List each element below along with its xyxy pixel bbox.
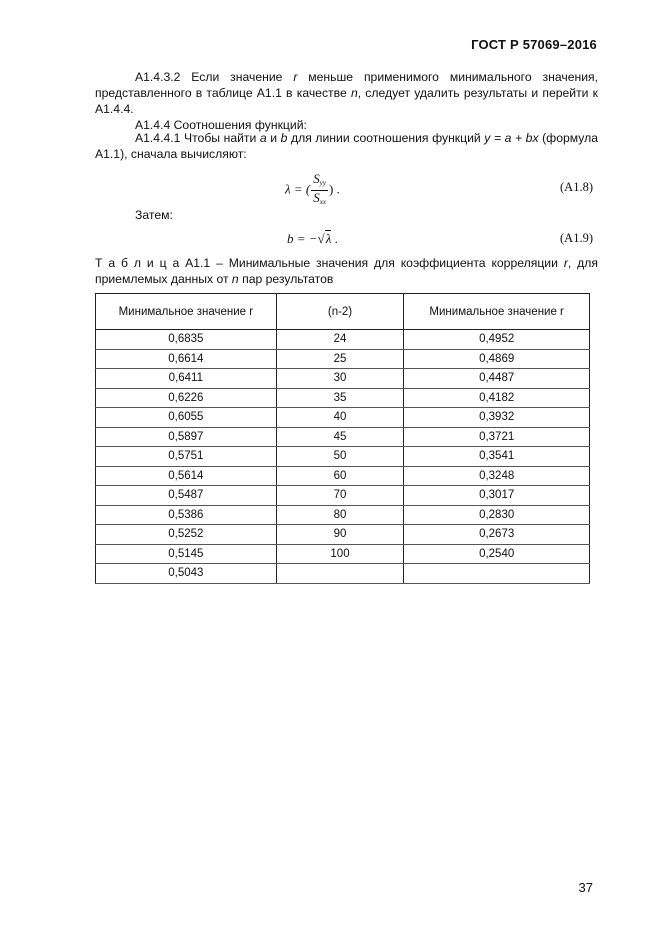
- subscript: xx: [319, 198, 326, 206]
- table-cell: 35: [276, 388, 404, 408]
- table-cell: 0,6835: [96, 330, 277, 350]
- correlation-table: [95, 293, 590, 584]
- table-header-cell: (n-2): [276, 294, 404, 330]
- table-cell: 0,4869: [404, 349, 590, 369]
- table-cell: 0,6411: [96, 369, 277, 389]
- symbol-s: S: [313, 171, 320, 186]
- table-cell: 0,2830: [404, 505, 590, 525]
- variable-n: n: [231, 271, 239, 286]
- document-header: ГОСТ Р 57069–2016: [471, 37, 597, 52]
- table-row: [96, 388, 590, 408]
- table-cell: 50: [276, 447, 404, 467]
- formula-rhs: .: [331, 231, 338, 246]
- text-span: (формула А1.1), сначала вычисляют:: [95, 131, 598, 162]
- table-cell: 0,6226: [96, 388, 277, 408]
- table-row: [96, 447, 590, 467]
- sqrt-radicand: λ: [325, 231, 332, 246]
- fraction: [311, 172, 328, 209]
- table-cell: 0,3248: [404, 466, 590, 486]
- table-cell: 0,6614: [96, 349, 277, 369]
- table-row: [96, 427, 590, 447]
- table-row: [96, 408, 590, 428]
- table-cell: 0,3541: [404, 447, 590, 467]
- table-cell: 0,5252: [96, 525, 277, 545]
- paragraph-a1-4-3-2: [95, 69, 598, 118]
- table-row: [96, 525, 590, 545]
- table-header-cell: Минимальное значение r: [404, 294, 590, 330]
- text-span: , для приемлемых данных от: [95, 256, 598, 286]
- table-cell: 0,6055: [96, 408, 277, 428]
- table-row: [96, 505, 590, 525]
- table-row: [96, 330, 590, 350]
- table-cell: 80: [276, 505, 404, 525]
- table-row: [96, 544, 590, 564]
- table-cell: 0,5386: [96, 505, 277, 525]
- table-caption: [95, 256, 598, 287]
- table-cell: 0,3932: [404, 408, 590, 428]
- table-body: [96, 330, 590, 584]
- text-span: меньше применимого минимального значения, представленного в таблице А1.1 в качестве: [95, 70, 598, 101]
- table-cell: 0,4952: [404, 330, 590, 350]
- equation-number: (А1.8): [560, 180, 593, 194]
- formula-rhs: ) .: [328, 181, 340, 197]
- table-cell: [276, 564, 404, 584]
- paragraph-a1-4-4-1: [95, 130, 598, 162]
- variable-n: n: [350, 86, 358, 101]
- table-header-row: [96, 294, 590, 330]
- table-row: [96, 349, 590, 369]
- table-row: [96, 486, 590, 506]
- variable-b: b: [280, 131, 288, 145]
- formula-lhs: b = −: [287, 231, 318, 246]
- table-cell: 0,3017: [404, 486, 590, 506]
- table-cell: 0,3721: [404, 427, 590, 447]
- table-cell: 45: [276, 427, 404, 447]
- paragraph-then: Затем:: [135, 208, 173, 222]
- table-cell: 0,4182: [404, 388, 590, 408]
- table-row: [96, 564, 590, 584]
- table-cell: 100: [276, 544, 404, 564]
- table-cell: 0,5145: [96, 544, 277, 564]
- table-cell: [404, 564, 590, 584]
- table-cell: 60: [276, 466, 404, 486]
- text-span: и: [266, 131, 281, 145]
- text-span: Т а б л и ц а А1.1 – Минимальные значения для коэффициента корреляции: [95, 256, 564, 270]
- table-cell: 0,5751: [96, 447, 277, 467]
- table-cell: 0,2540: [404, 544, 590, 564]
- table-cell: 0,5614: [96, 466, 277, 486]
- text-span: для линии соотношения функций: [287, 131, 485, 145]
- formula-a1-8: [285, 172, 340, 209]
- table-cell: 25: [276, 349, 404, 369]
- sqrt-sign: √: [317, 231, 325, 246]
- page-number: 37: [578, 880, 593, 895]
- text-span: А1.4.3.2 Если значение: [135, 70, 294, 84]
- table-cell: 0,5043: [96, 564, 277, 584]
- subscript: yy: [319, 179, 326, 187]
- table-cell: 40: [276, 408, 404, 428]
- table-cell: 0,5487: [96, 486, 277, 506]
- table-header-cell: Минимальное значение r: [96, 294, 277, 330]
- inline-formula: y = a + bx: [484, 131, 539, 145]
- table-cell: 24: [276, 330, 404, 350]
- text-span: , следует удалить результаты и перейти к А1.4.4.: [95, 86, 598, 117]
- variable-r: r: [293, 70, 298, 84]
- equation-number: (А1.9): [560, 231, 593, 245]
- table-cell: 0,2673: [404, 525, 590, 545]
- variable-r: r: [563, 256, 568, 270]
- table-cell: 70: [276, 486, 404, 506]
- table-cell: 90: [276, 525, 404, 545]
- text-span: А1.4.4.1 Чтобы найти: [135, 131, 260, 145]
- table-cell: 30: [276, 369, 404, 389]
- variable-a: a: [259, 131, 267, 145]
- formula-a1-9: [287, 231, 338, 247]
- symbol-s: S: [313, 190, 320, 205]
- table-row: [96, 369, 590, 389]
- table-cell: 0,4487: [404, 369, 590, 389]
- table-row: [96, 466, 590, 486]
- formula-lhs: λ = (: [285, 181, 311, 197]
- table-cell: 0,5897: [96, 427, 277, 447]
- text-span: пар результатов: [238, 271, 334, 286]
- paragraph-a1-4-4: А1.4.4 Соотношения функций:: [135, 118, 307, 132]
- fraction-numerator: [311, 172, 328, 191]
